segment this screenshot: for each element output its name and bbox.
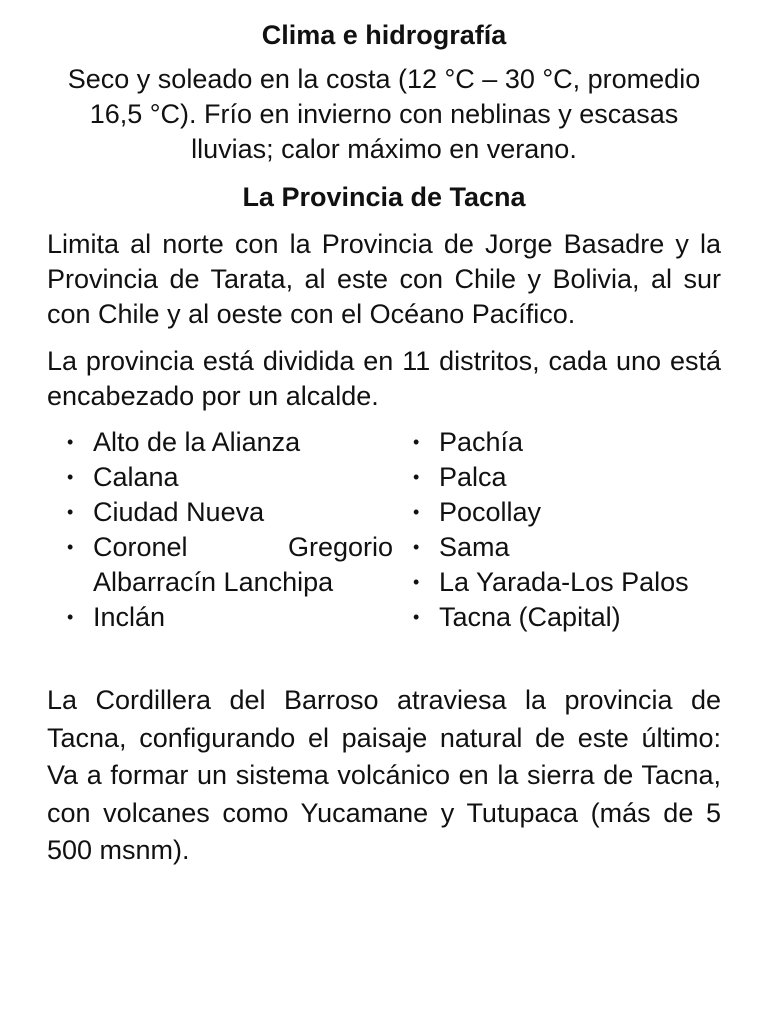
list-item: [393, 460, 721, 495]
district-name: Pocollay: [439, 497, 542, 527]
bullet-icon: •: [413, 467, 420, 487]
bullet-icon: •: [413, 607, 420, 627]
list-item: [47, 425, 393, 460]
province-districts-paragraph: La provincia está dividida en 11 distritos, cada uno está encabezado por un alcalde.: [47, 346, 721, 411]
list-item: [393, 425, 721, 460]
bullet-icon: •: [413, 502, 420, 522]
list-item: [393, 530, 721, 565]
list-item: [393, 495, 721, 530]
district-name: Pachía: [439, 427, 524, 457]
list-item: [47, 600, 393, 635]
climate-paragraph: Seco y soleado en la costa (12 °C – 30 °C, promedio 16,5 °C). Frío en invierno con neblinas y escasas lluvias; calor máximo en verano.: [67, 64, 701, 164]
district-list-left: [47, 425, 393, 635]
bullet-icon: •: [413, 432, 420, 452]
bullet-icon: •: [413, 537, 420, 557]
district-name: La Yarada-Los Palos: [439, 567, 689, 597]
list-item: [393, 600, 721, 635]
district-name: Sama: [439, 532, 510, 562]
list-item: [47, 495, 393, 530]
province-borders-paragraph: Limita al norte con la Provincia de Jorge Basadre y la Provincia de Tarata, al este con Chile y Bolivia, al sur con Chile y al oeste con el Océano Pacífico.: [47, 229, 721, 329]
district-list-right: [393, 425, 721, 635]
district-name: Ciudad Nueva: [93, 497, 265, 527]
district-name: Tacna (Capital): [439, 602, 621, 632]
bullet-icon: •: [67, 502, 74, 522]
list-item: [47, 460, 393, 495]
bullet-icon: •: [67, 537, 74, 557]
heading-province: La Provincia de Tacna: [242, 182, 526, 212]
district-name: Coronel Gregorio Albarracín Lanchipa: [93, 532, 393, 597]
bullet-icon: •: [413, 572, 420, 592]
district-name: Palca: [439, 462, 507, 492]
bullet-icon: •: [67, 467, 74, 487]
list-item: [393, 565, 721, 600]
district-list: [47, 425, 721, 635]
district-name: Alto de la Alianza: [93, 427, 301, 457]
cordillera-paragraph: La Cordillera del Barroso atraviesa la provincia de Tacna, configurando el paisaje natural de este último: Va a formar un sistema volcánico en la sierra de Tacna, con volcanes como Yucamane y Tutupaca (más de 5 500 msnm).: [47, 685, 721, 865]
heading-climate: Clima e hidrografía: [261, 20, 507, 50]
list-item: [47, 530, 393, 600]
bullet-icon: •: [67, 432, 74, 452]
district-name: Calana: [93, 462, 179, 492]
district-name: Inclán: [93, 602, 166, 632]
bullet-icon: •: [67, 607, 74, 627]
